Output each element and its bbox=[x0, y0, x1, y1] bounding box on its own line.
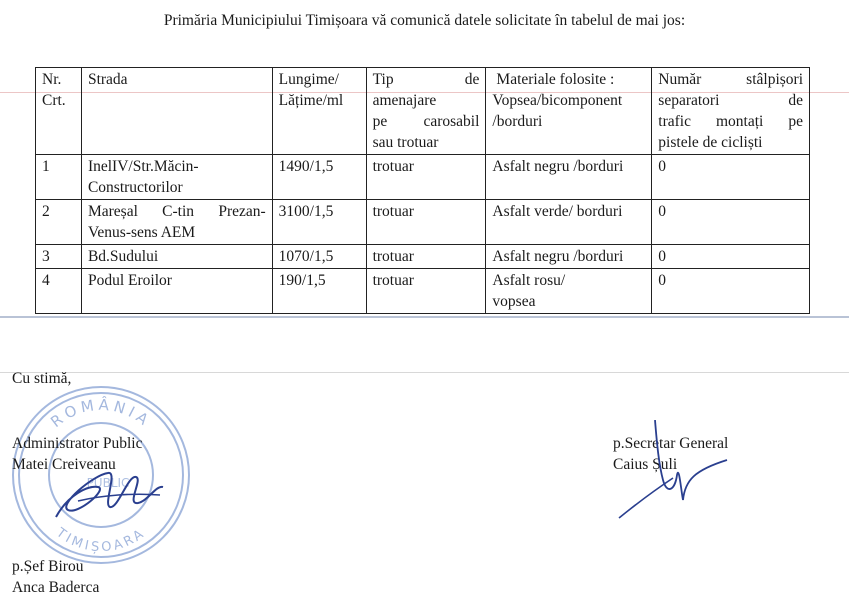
seal-top-text: ROMÂNIA bbox=[47, 395, 155, 431]
cell-tip: trotuar bbox=[366, 269, 486, 314]
cell-strada: InelIV/Str.Măcin- Constructorilor bbox=[81, 155, 272, 200]
signatory-title: p.Secretar General bbox=[613, 435, 729, 452]
cell-tip: trotuar bbox=[366, 155, 486, 200]
signatory-name: Matei Creiveanu bbox=[12, 456, 116, 473]
cell-stalpisori: 0 bbox=[652, 245, 810, 269]
signatory-head-of-office bbox=[12, 556, 99, 598]
table-header-row bbox=[36, 68, 810, 155]
cell-tip: trotuar bbox=[366, 245, 486, 269]
cell-materiale: Asfalt rosu/ vopsea bbox=[486, 269, 652, 314]
cell-stalpisori: 0 bbox=[652, 269, 810, 314]
handwritten-signature bbox=[615, 420, 735, 525]
table-row bbox=[36, 245, 810, 269]
data-table bbox=[35, 67, 810, 314]
closing-text: Cu stimă, bbox=[12, 370, 72, 387]
svg-text:ROMÂNIA bbox=[47, 395, 155, 431]
cell-nr: 4 bbox=[36, 269, 82, 314]
signatory-name: Caius Șuli bbox=[613, 456, 678, 473]
header-tip: Tip de amenajare pe carosabil sau trotuar bbox=[366, 68, 486, 155]
intro-text: Primăria Municipiului Timișoara vă comunică datele solicitate în tabelul de mai jos: bbox=[163, 12, 686, 29]
signatory-title: Administrator Public bbox=[12, 435, 143, 452]
cell-nr: 1 bbox=[36, 155, 82, 200]
cell-strada: Mareșal C-tin Prezan- Venus-sens AEM bbox=[81, 200, 272, 245]
cell-materiale: Asfalt negru /borduri bbox=[486, 245, 652, 269]
cell-dim: 1490/1,5 bbox=[272, 155, 366, 200]
header-nr: Nr. Crt. bbox=[36, 68, 82, 155]
seal-inner-text: PUBLIC bbox=[86, 476, 130, 490]
seal-bottom-text: TIMIȘOARA bbox=[53, 525, 149, 556]
table-row bbox=[36, 200, 810, 245]
cell-dim: 190/1,5 bbox=[272, 269, 366, 314]
cell-stalpisori: 0 bbox=[652, 200, 810, 245]
table-row bbox=[36, 269, 810, 314]
header-lungime: Lungime/ Lățime/ml bbox=[272, 68, 366, 155]
table-row bbox=[36, 155, 810, 200]
cell-nr: 2 bbox=[36, 200, 82, 245]
cell-materiale: Asfalt verde/ borduri bbox=[486, 200, 652, 245]
scan-line bbox=[0, 316, 849, 318]
cell-materiale: Asfalt negru /borduri bbox=[486, 155, 652, 200]
signatory-title: p.Șef Birou bbox=[12, 558, 84, 575]
cell-dim: 1070/1,5 bbox=[272, 245, 366, 269]
cell-tip: trotuar bbox=[366, 200, 486, 245]
header-materiale: Materiale folosite : Vopsea/bicomponent /borduri bbox=[486, 68, 652, 155]
handwritten-signature bbox=[48, 455, 168, 525]
scan-line bbox=[0, 372, 849, 373]
header-stalpisori: Număr stâlpișori separatori de trafic montați pe pistele de cicliști bbox=[652, 68, 810, 155]
header-strada: Strada bbox=[81, 68, 272, 155]
cell-strada: Bd.Sudului bbox=[81, 245, 272, 269]
cell-stalpisori: 0 bbox=[652, 155, 810, 200]
cell-dim: 3100/1,5 bbox=[272, 200, 366, 245]
signatory-name: Anca Baderca bbox=[12, 579, 100, 596]
cell-strada: Podul Eroilor bbox=[81, 269, 272, 314]
cell-nr: 3 bbox=[36, 245, 82, 269]
